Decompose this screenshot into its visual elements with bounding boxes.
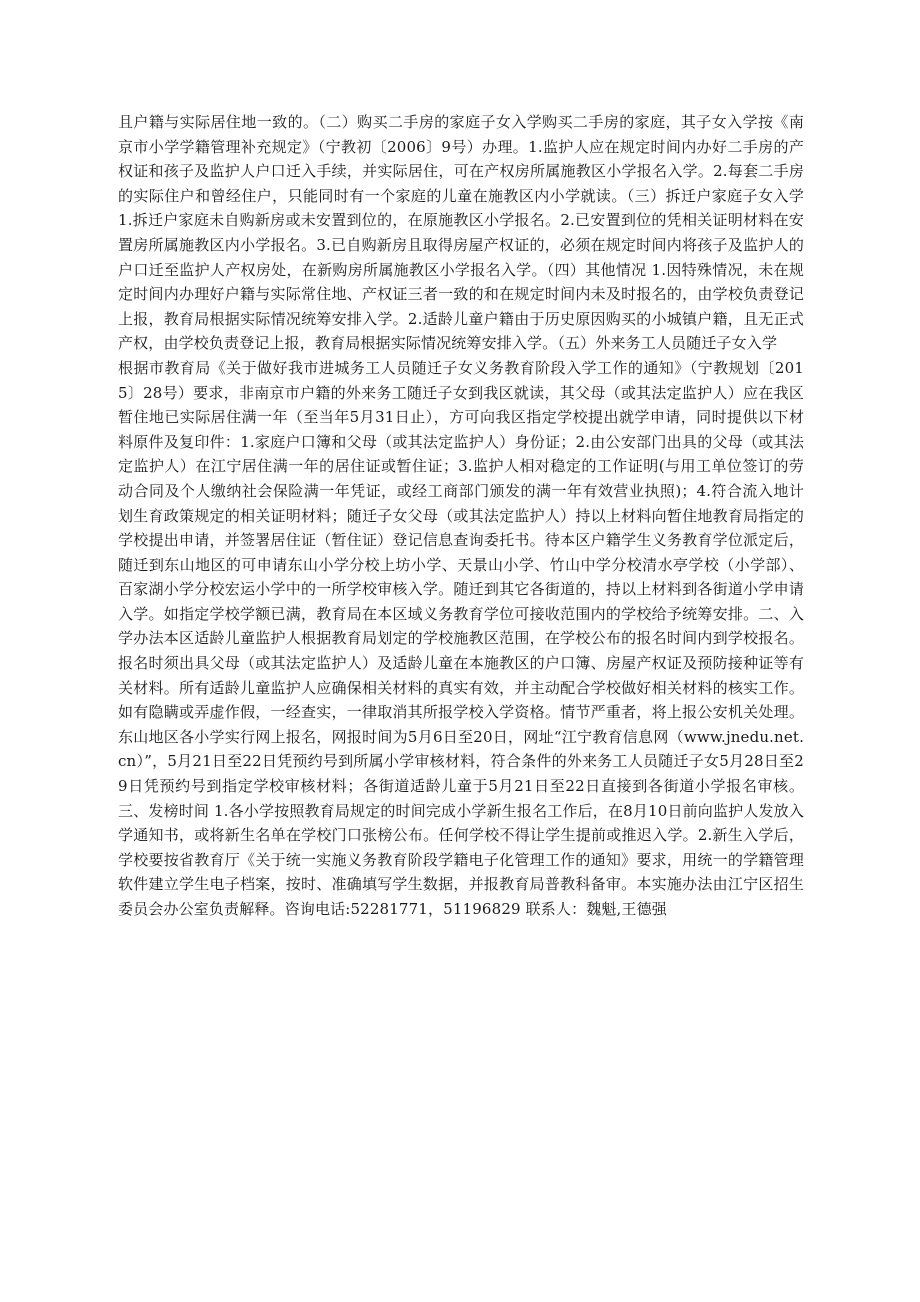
paragraph-1: 且户籍与实际居住地一致的。（二）购买二手房的家庭子女入学购买二手房的家庭，其子女入学按《南京市小学学籍管理补充规定》（宁教初〔2006〕9号）办理。1.监护人应在规定时间内办好二手房的产权证和孩子及监护人户口迁入手续，并实际居住，可在产权房所属施教区小学报名入学。2.每套二手房的实际住户和曾经住户，只能同时有一个家庭的儿童在施教区内小学就读。（三）拆迁户家庭子女入学 1.拆迁户家庭未自购新房或未安置到位的，在原施教区小学报名。2.已安置到位的凭相关证明材料在安置房所属施教区内小学报名。3.已自购新房且取得房屋产权证的，必须在规定时间内将孩子及监护人的户口迁至监护人产权房处，在新购房所属施教区小学报名入学。（四）其他情况 1.因特殊情况，未在规定时间内办理好户籍与实际常住地、产权证三者一致的和在规定时间内未及时报名的，由学校负责登记上报，教育局根据实际情况统筹安排入学。2.适龄儿童户籍由于历史原因购买的小城镇户籍，且无正式产权，由学校负责登记上报，教育局根据实际情况统筹安排入学。（五）外来务工人员随迁子女入学 [118, 113, 804, 353]
document-page [118, 110, 804, 922]
paragraph-2: 根据市教育局《关于做好我市进城务工人员随迁子女义务教育阶段入学工作的通知》（宁教规划〔2015〕28号）要求，非南京市户籍的外来务工随迁子女到我区就读，其父母（或其法定监护人）应在我区暂住地已实际居住满一年（至当年5月31日止），方可向我区指定学校提出就学申请，同时提供以下材料原件及复印件：1.家庭户口簿和父母（或其法定监护人）身份证；2.由公安部门出具的父母（或其法定监护人）在江宁居住满一年的居住证或暂住证；3.监护人相对稳定的工作证明(与用工单位签订的劳动合同及个人缴纳社会保险满一年凭证，或经工商部门颁发的满一年有效营业执照)；4.符合流入地计划生育政策规定的相关证明材料；随迁子女父母（或其法定监护人）持以上材料向暂住地教育局指定的学校提出申请，并签署居住证（暂住证）登记信息查询委托书。待本区户籍学生义务教育学位派定后，随迁到东山地区的可申请东山小学分校上坊小学、天景山小学、竹山中学分校清水亭学校（小学部）、百家湖小学分校宏运小学中的一所学校审核入学。随迁到其它各街道的，持以上材料到各街道小学申请入学。如指定学校学额已满，教育局在本区域义务教育学位可接收范围内的学校给予统筹安排。二、入学办法本区适龄儿童监护人根据教育局划定的学校施教区范围，在学校公布的报名时间内到学校报名。报名时须出具父母（或其法定监护人）及适龄儿童在本施教区的户口簿、房屋产权证及预防接种证等有关材料。所有适龄儿童监护人应确保相关材料的真实有效，并主动配合学校做好相关材料的核实工作。如有隐瞒或弄虚作假，一经查实，一律取消其所报学校入学资格。情节严重者，将上报公安机关处理。东山地区各小学实行网上报名，网报时间为5月6日至20日，网址“江宁教育信息网（www.jnedu.net.cn）”，5月21日至22日凭预约号到所属小学审核材料，符合条件的外来务工人员随迁子女5月28日至29日凭预约号到指定学校审核材料；各街道适龄儿童于5月21日至22日直接到各街道小学报名审核。三、发榜时间 1.各小学按照教育局规定的时间完成小学新生报名工作后，在8月10日前向监护人发放入学通知书，或将新生名单在学校门口张榜公布。任何学校不得让学生提前或推迟入学。2.新生入学后，学校要按省教育厅《关于统一实施义务教育阶段学籍电子化管理工作的通知》要求，用统一的学籍管理软件建立学生电子档案，按时、准确填写学生数据，并报教育局普教科备审。本实施办法由江宁区招生委员会办公室负责解释。咨询电话:52281771，51196829 联系人：魏魁,王德强 [118, 358, 804, 918]
